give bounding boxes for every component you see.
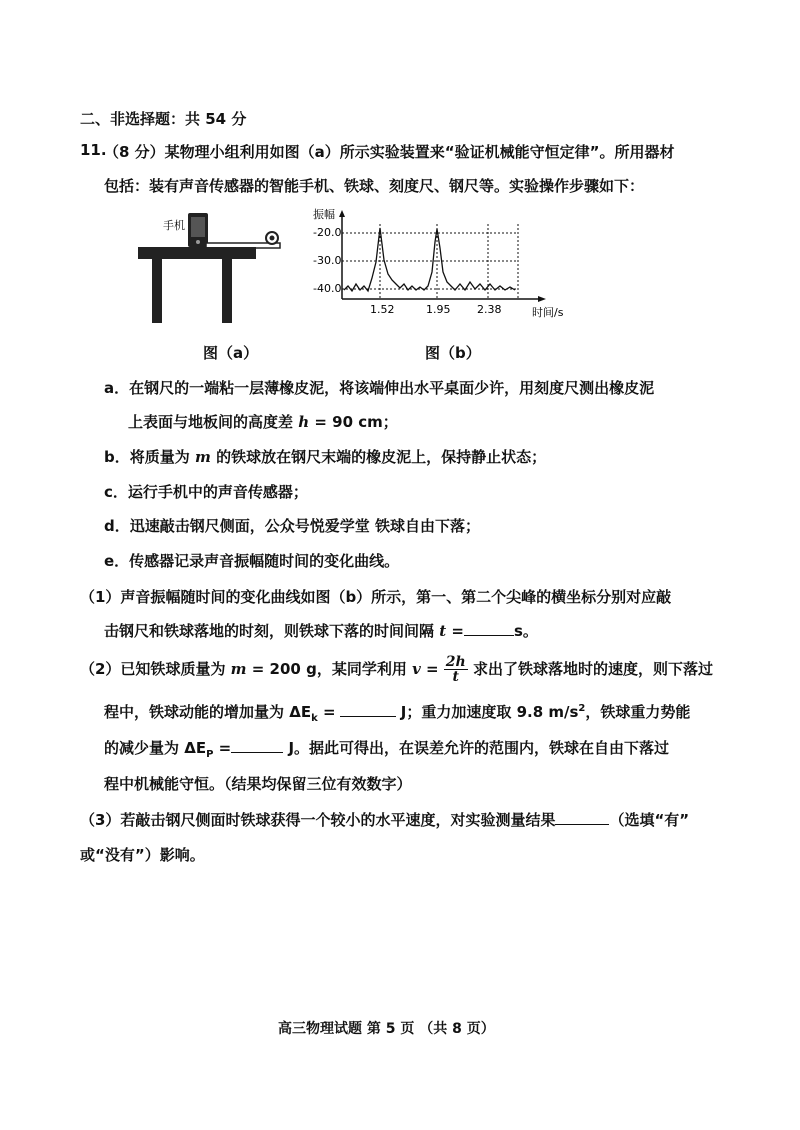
q3-line1: （3）若敲击钢尺侧面时铁球获得一个较小的水平速度，对实验测量结果 （选填“有”	[80, 811, 690, 829]
answer-blank-ep[interactable]	[231, 738, 283, 753]
question-intro-line1: （8 分）某物理小组利用如图（a）所示实验装置来“验证机械能守恒定律”。所用器材	[104, 143, 675, 161]
x-axis-label: 时间/s	[532, 306, 564, 319]
table-top	[138, 247, 256, 259]
page-footer: 高三物理试题 第 5 页 （共 8 页）	[278, 1021, 495, 1037]
y-tick-label: -30.0	[313, 254, 342, 267]
table-leg-right	[222, 259, 232, 323]
y-tick-label: -40.0	[313, 282, 342, 295]
velocity-fraction: $\frac{2h}{t}$	[445, 654, 466, 685]
amplitude-curve	[344, 228, 515, 291]
step-e: e．传感器记录声音振幅随时间的变化曲线。	[104, 552, 400, 570]
step-c: c．运行手机中的声音传感器；	[104, 483, 308, 501]
question-number: 11.	[80, 141, 107, 159]
y-axis-label: 振幅	[313, 208, 335, 221]
question-intro-line2: 包括：装有声音传感器的智能手机、铁球、刻度尺、钢尺等。实验操作步骤如下：	[104, 177, 645, 195]
step-a-line1: a．在钢尺的一端粘一层薄橡皮泥，将该端伸出水平桌面少许，用刻度尺测出橡皮泥	[104, 379, 655, 397]
x-tick-label: 2.38	[477, 303, 502, 316]
step-a-line2: 上表面与地板间的高度差 h = 90 cm；	[128, 413, 398, 431]
q2-line1: （2）已知铁球质量为 m = 200 g，某同学利用 v = $\frac{2h}{t}$ 求出了铁球落地时的速度，则下落过	[80, 654, 713, 685]
figure-b-caption: 图（b）	[425, 344, 481, 362]
step-d: d．迅速敲击钢尺侧面，公众号悦爱学堂 铁球自由下落；	[104, 517, 480, 535]
figure-b-chart	[300, 202, 570, 327]
q2-line3: 的减少量为 $\Delta E_P = J$。据此可得出，在误差允许的范围内，铁球在自由下落过	[104, 739, 670, 760]
table-leg-left	[152, 259, 162, 323]
y-tick-label: -20.0	[313, 226, 342, 239]
x-tick-label: 1.95	[426, 303, 451, 316]
q2-line4: 程中机械能守恒。（结果均保留三位有效数字）	[104, 775, 412, 793]
figure-a-apparatus	[130, 205, 290, 325]
q1-line1: （1）声音振幅随时间的变化曲线如图（b）所示，第一、第二个尖峰的横坐标分别对应敲	[80, 588, 672, 606]
answer-blank-ek[interactable]	[340, 702, 396, 717]
phone-label: 手机	[163, 219, 185, 232]
q1-line2: 击钢尺和铁球落地的时刻，则铁球下落的时间间隔 t = s。	[104, 622, 538, 640]
q2-line2: 程中，铁球动能的增加量为 $\Delta E_k = J$；重力加速度取 9.8 $m/s^2$，铁球重力势能	[104, 703, 691, 724]
q3-line2: 或“没有”）影响。	[80, 846, 205, 864]
figure-a-caption: 图（a）	[203, 344, 259, 362]
answer-blank-t[interactable]	[464, 621, 514, 636]
step-b: b．将质量为 m 的铁球放在钢尺末端的橡皮泥上，保持静止状态；	[104, 448, 547, 466]
answer-blank-effect[interactable]	[555, 810, 609, 825]
x-tick-label: 1.52	[370, 303, 395, 316]
section-title: 二、非选择题：共 54 分	[80, 110, 247, 128]
